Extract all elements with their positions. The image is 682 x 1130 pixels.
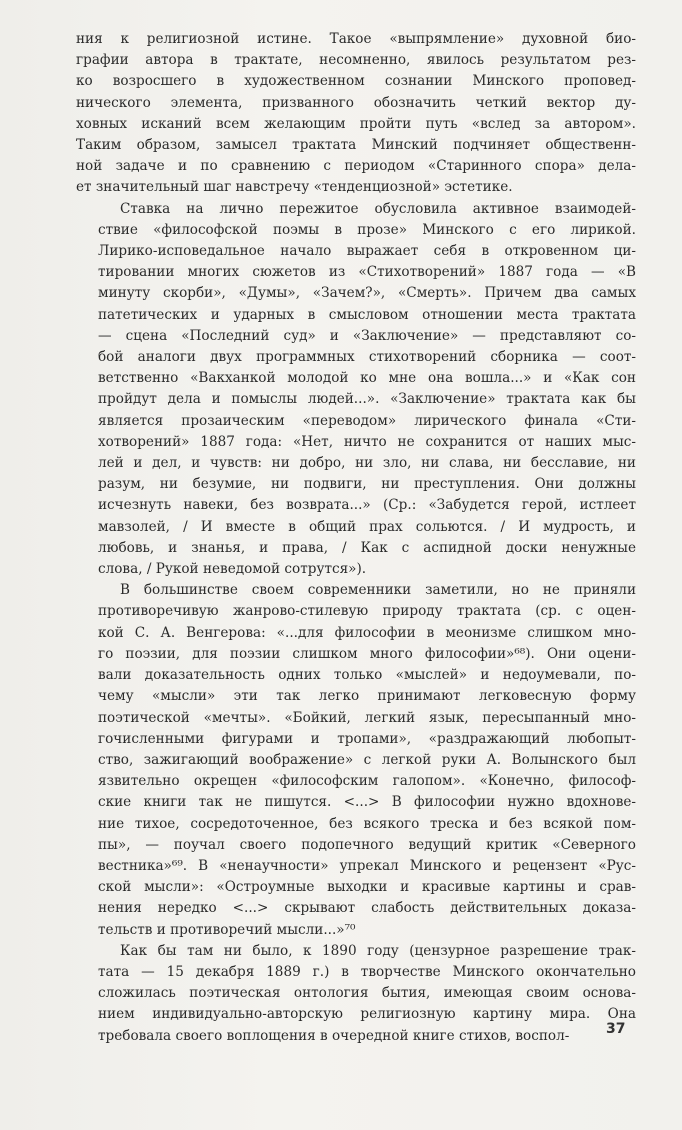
text-line: является прозаическим «переводом» лирического финала «Сти- — [98, 412, 636, 429]
text-line: ховных исканий всем желающим пройти путь «вслед за автором». — [76, 115, 636, 132]
text-line: хотворений» 1887 года: «Нет, ничто не сохранится от наших мыс- — [98, 433, 636, 450]
text-line: слова, / Рукой неведомой сотрутся»). — [98, 561, 367, 578]
text-line: сложилась поэтическая онтология бытия, имеющая своим основа- — [98, 985, 636, 1002]
text-line: любовь, и знанья, и права, / Как с аспидной доски ненужные — [98, 539, 636, 556]
text-line: нием индивидуально-авторскую религиозную картину мира. Она — [98, 1006, 636, 1023]
text-line: тировании многих сюжетов из «Стихотворений» 1887 года — «В — [98, 264, 636, 281]
text-line: ство, зажигающий воображение» с легкой руки А. Волынского был — [98, 751, 636, 768]
text-line: бой аналоги двух программных стихотворений сборника — соот- — [98, 349, 636, 366]
text-line: кой С. А. Венгерова: «...для философии в меонизме слишком мно- — [98, 624, 636, 641]
text-line: лей и дел, и чувств: ни добро, ни зло, ни слава, ни бесславие, ни — [98, 455, 636, 472]
paragraph — [76, 199, 636, 581]
text-line: гочисленными фигурами и тропами», «раздражающий любопыт- — [98, 730, 636, 747]
text-line: нического элемента, призванного обозначить четкий вектор ду- — [76, 94, 636, 111]
text-line: противоречивую жанрово-стилевую природу трактата (ср. с оцен- — [98, 603, 636, 620]
text-line: разум, ни безумие, ни подвиги, ни преступления. Они должны — [98, 476, 636, 493]
text-line: ветственно «Вакханкой молодой ко мне она вошла...» и «Как сон — [98, 370, 636, 387]
text-line: чему «мысли» эти так легко принимают легковесную форму — [98, 688, 636, 705]
text-line: графии автора в трактате, несомненно, явилось результатом рез- — [76, 52, 636, 69]
text-line: вали доказательность одних только «мыслей» и недоумевали, по- — [98, 667, 636, 684]
text-line: ния к религиозной истине. Такое «выпрямление» духовной био- — [76, 31, 636, 47]
text-line: ской мысли»: «Остроумные выходки и красивые картины и срав- — [98, 879, 636, 896]
text-line: пы», — поучал своего подопечного ведущий критик «Северного — [98, 836, 636, 853]
text-line: ние тихое, сосредоточенное, без всякого треска и без всякой пом- — [98, 815, 636, 832]
text-line: Ставка на лично пережитое обусловила активное взаимодей- — [120, 200, 636, 217]
page-number: 37 — [606, 1021, 626, 1037]
text-line: ствие «философской поэмы в прозе» Минского с его лирикой. — [98, 221, 636, 238]
text-line: вестника»⁶⁹. В «ненаучности» упрекал Минского и рецензент «Рус- — [98, 857, 636, 874]
text-line: минуту скорби», «Думы», «Зачем?», «Смерть». Причем два самых — [98, 285, 636, 302]
text-line: патетических и ударных в смысловом отношении места трактата — [98, 306, 636, 323]
text-line: Как бы там ни было, к 1890 году (цензурное разрешение трак- — [120, 942, 636, 959]
text-line: нения нередко <...> скрывают слабость действительных доказа- — [98, 900, 636, 917]
paragraph — [76, 580, 636, 940]
paragraph — [76, 941, 636, 1047]
text-line: ной задаче и по сравнению с периодом «Старинного спора» дела- — [76, 158, 636, 175]
paragraph — [76, 29, 636, 199]
text-line: поэтической «мечты». «Бойкий, легкий язык, пересыпанный мно- — [98, 709, 636, 726]
text-line: Таким образом, замысел трактата Минский подчиняет общественн- — [76, 137, 636, 154]
text-line: тата — 15 декабря 1889 г.) в творчестве Минского окончательно — [98, 963, 636, 980]
text-line: язвительно окрещен «философским галопом». «Конечно, философ- — [98, 773, 636, 790]
text-line: — сцена «Последний суд» и «Заключение» — представляют со- — [98, 327, 636, 344]
text-line: ко возросшего в художественном сознании Минского проповед- — [76, 73, 636, 90]
body-text — [76, 29, 636, 1047]
text-line: го поэзии, для поэзии слишком много философии»⁶⁸). Они оцени- — [98, 645, 636, 662]
text-line: Лирико-исповедальное начало выражает себя в откровенном ци- — [98, 243, 636, 260]
text-line: ские книги так не пишутся. <...> В философии нужно вдохнове- — [98, 794, 636, 811]
text-line: ет значительный шаг навстречу «тенденциозной» эстетике. — [76, 179, 513, 196]
text-line: мавзолей, / И вместе в общий прах сольются. / И мудрость, и — [98, 518, 636, 535]
text-line: пройдут дела и помыслы людей...». «Заключение» трактата как бы — [98, 391, 636, 408]
text-line: исчезнуть навеки, без возврата...» (Ср.: «Забудется герой, истлеет — [98, 497, 636, 514]
text-line: В большинстве своем современники заметили, но не приняли — [120, 582, 636, 599]
text-line: тельств и противоречий мысли...»⁷⁰ — [98, 921, 356, 938]
text-line: требовала своего воплощения в очередной книге стихов, воспол- — [98, 1027, 570, 1044]
